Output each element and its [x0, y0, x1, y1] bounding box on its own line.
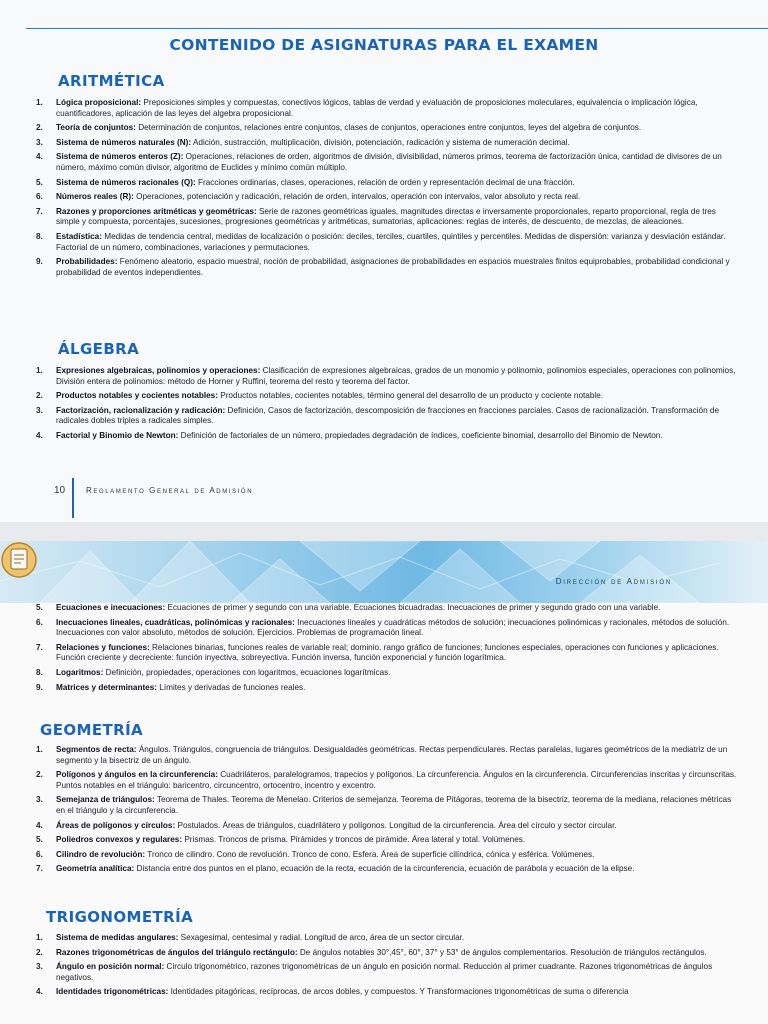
topic-number: 2. — [36, 123, 43, 133]
topic-item — [26, 431, 738, 442]
topic-item — [26, 618, 738, 639]
topic-term: Factorización, racionalización y radicación: — [56, 405, 226, 415]
topic-term: Logaritmos: — [56, 667, 104, 677]
topic-description: Definición, Casos de factorización, descomposición de fracciones en fracciones parciales. Casos de racionalización. Transformación de radicales dobles triples a radicales simples. — [56, 405, 720, 426]
topic-term: Cilindro de revolución: — [56, 849, 146, 859]
topic-term: Geometría analítica: — [56, 864, 135, 874]
aritmetica-topic-list — [26, 98, 738, 282]
topic-description: Preposiciones simples y compuestas, conectivos lógicos, tablas de verdad y evaluación de proposiciones moleculares, equivalencia o implicación lógica, cuantificadores, aplicación de las leyes del algebra proposicional. — [56, 98, 698, 118]
document-title: CONTENIDO DE ASIGNATURAS PARA EL EXAMEN — [169, 36, 599, 54]
topic-number: 9. — [36, 682, 43, 692]
topic-description: Relaciones binarias, funciones reales de variable real; dominio. rango gráfico de funciones; funciones especiales, operaciones con funciones y aplicaciones. Función creciente y decreciente: función inyectiva, sobreyectiva. Función inversa, función exponencial y función logarítmica. — [56, 642, 719, 663]
topic-term: Productos notables y cocientes notables: — [56, 391, 218, 401]
topic-term: Ecuaciones e inecuaciones: — [56, 603, 166, 612]
topic-description: Productos notables, cocientes notables, término general del desarrollo de un producto y cociente notable. — [217, 391, 604, 401]
institution-logo-icon — [0, 541, 38, 579]
section-heading-aritmetica: ARITMÉTICA — [58, 72, 165, 90]
topic-item — [26, 232, 738, 253]
topic-number: 4. — [36, 820, 43, 830]
top-rule — [26, 28, 768, 29]
topic-description: Postulados. Áreas de triángulos, cuadrilátero y polígonos. Longitud de la circunferencia. Área del círculo y sector circular. — [175, 820, 617, 830]
topic-item — [26, 98, 738, 119]
topic-item — [26, 366, 738, 387]
topic-term: Sistema de medidas angulares: — [56, 933, 179, 942]
topic-description: Ángulos. Triángulos, congruencia de triángulos. Desigualdades geométricas. Rectas perpendiculares. Rectas paralelas, lugares geométricos de la mediatriz de un segmento y la bisectriz de un ángulo. — [56, 745, 728, 765]
topic-number: 5. — [36, 603, 43, 612]
topic-term: Inecuaciones lineales, cuadráticas, polinómicas y racionales: — [56, 617, 295, 627]
topic-description: Distancia entre dos puntos en el plano, ecuación de la recta, ecuación de la circunferencia, ecuación de parábola y ecuación de la elipse. — [134, 864, 635, 874]
topic-term: Polígonos y ángulos en la circunferencia: — [56, 770, 218, 780]
topic-number: 9. — [36, 257, 43, 267]
topic-term: Poliedros convexos y regulares: — [56, 835, 183, 845]
topic-term: Áreas de polígonos y círculos: — [56, 820, 176, 830]
topic-item — [26, 795, 738, 816]
algebra-topic-list — [26, 366, 738, 446]
footer-divider — [72, 478, 74, 518]
topic-number: 3. — [36, 405, 43, 415]
topic-term: Semejanza de triángulos: — [56, 795, 155, 805]
topic-description: Definición, propiedades, operaciones con logaritmos, ecuaciones logarítmicas. — [103, 667, 391, 677]
topic-description: Medidas de tendencia central, medidas de localización o posición: deciles, terciles, cuartiles, quintiles y percentiles. Medidas de dispersión: varianza y desviación estándar. Factorial de un número, combinaciones, variaciones y permutaciones. — [56, 231, 726, 252]
topic-number: 4. — [36, 987, 43, 997]
topic-number: 6. — [36, 192, 43, 202]
topic-number: 2. — [36, 391, 43, 401]
topic-number: 1. — [36, 98, 43, 107]
topic-item — [26, 770, 738, 791]
topic-item — [26, 933, 738, 944]
topic-number: 5. — [36, 835, 43, 845]
topic-description: Serie de razones geométricas iguales, magnitudes directas e inversamente proporcionales, reparto proporcional, regla de tres simple y compuesta, porcentajes, sucesiones, progresiones geométricas y aritméticas, sumatorias, aplicaciones: reglas de interés, de descuento, de mezclas, de aleaciones. — [56, 206, 716, 227]
topic-description: Adición, sustracción, multiplicación, división, potenciación, radicación y sistema de numeración decimal. — [191, 137, 570, 147]
page-number: 10 — [54, 485, 66, 496]
topic-number: 3. — [36, 962, 43, 972]
section-heading-algebra: ÁLGEBRA — [58, 340, 140, 358]
topic-item — [26, 178, 738, 189]
topic-number: 6. — [36, 849, 43, 859]
topic-number: 2. — [36, 947, 43, 957]
topic-description: Tronco de cilindro. Cono de revolución. Tronco de cono. Esfera. Área de superficie cilíndrica, cónica y esférica. Volúmenes. — [145, 849, 595, 859]
document-page-bottom — [0, 541, 768, 1024]
topic-term: Sistema de números racionales (Q): — [56, 177, 196, 187]
topic-description: Identidades pitagóricas, recíprocas, de arcos dobles, y compuestos. Y Transformaciones trigonométricas de suma o diferencia — [168, 987, 629, 997]
topic-description: Sexagesimal, centesimal y radial. Longitud de arco, área de un sector circular. — [178, 933, 465, 942]
topic-item — [26, 123, 738, 134]
topic-description: Operaciones, potenciación y radicación, relación de orden, intervalos, operación con intervalos, valor absoluto y recta real. — [133, 192, 581, 202]
topic-number: 7. — [36, 864, 43, 874]
topic-number: 5. — [36, 177, 43, 187]
topic-term: Factorial y Binomio de Newton: — [56, 430, 179, 440]
topic-term: Razones trigonométricas de ángulos del triángulo rectángulo: — [56, 947, 298, 957]
topic-description: Prismas. Troncos de prisma. Pirámides y troncos de pirámide. Área lateral y total. Volúmenes. — [182, 835, 526, 845]
topic-item — [26, 391, 738, 402]
topic-item — [26, 643, 738, 664]
topic-item — [26, 138, 738, 149]
topic-description: Ecuaciones de primer y segundo con una variable. Ecuaciones bicuadradas. Inecuaciones de primer y segundo grado con una variable. — [165, 603, 661, 612]
geometria-topic-list — [26, 745, 738, 879]
topic-item — [26, 207, 738, 228]
topic-item — [26, 257, 738, 278]
topic-number: 4. — [36, 152, 43, 162]
topic-term: Teoría de conjuntos: — [56, 123, 136, 133]
topic-description: Operaciones, relaciones de orden, algoritmos de división, divisibilidad, números primos, teorema de factorización única, cantidad de divisores de un número, máximo común divisor, algoritmo de Euclides y mínimo común múltiplo. — [56, 152, 722, 172]
topic-number: 2. — [36, 770, 43, 780]
topic-number: 8. — [36, 231, 43, 241]
topic-term: Razones y proporciones aritméticas y geométricas: — [56, 206, 257, 216]
topic-number: 7. — [36, 642, 43, 652]
topic-term: Ángulo en posición normal: — [56, 962, 165, 972]
topic-description: Circulo trigonométrico, razones trigonométricas de un ángulo en posición normal. Reducción al primer cuadrante. Razones trigonométricas de ángulos negativos. — [56, 962, 713, 982]
topic-number: 4. — [36, 430, 43, 440]
topic-item — [26, 821, 738, 832]
topic-item — [26, 850, 738, 861]
section-heading-geometria: GEOMETRÍA — [40, 721, 144, 739]
topic-number: 3. — [36, 137, 43, 147]
topic-item — [26, 406, 738, 427]
topic-number: 7. — [36, 206, 43, 216]
topic-item — [26, 192, 738, 203]
topic-term: Probabilidades: — [56, 257, 118, 267]
banner-pattern — [0, 541, 768, 603]
topic-term: Expresiones algebraicas, polinomios y operaciones: — [56, 366, 261, 375]
header-label: Dirección de Admisión — [555, 577, 672, 586]
topic-term: Relaciones y funciones: — [56, 642, 150, 652]
topic-description: Definición de factoriales de un número, propiedades degradación de índices, coeficiente binomial, desarrollo del Binomio de Newton. — [178, 430, 663, 440]
topic-term: Segmentos de recta: — [56, 745, 137, 754]
trigonometria-topic-list — [26, 933, 738, 1002]
topic-description: Teorema de Thales. Teorema de Menelao. Criterios de semejanza. Teorema de Pitágoras, teorema de la bisectriz, teorema de la mediana, relaciones métricas en el triángulo y la circunferencia. — [56, 795, 732, 815]
topic-item — [26, 152, 738, 173]
topic-description: Fracciones ordinarias, clases, operaciones, relación de orden y representación decimal de una fracción. — [195, 177, 575, 187]
topic-term: Sistema de números naturales (N): — [56, 137, 192, 147]
topic-term: Lógica proposicional: — [56, 98, 142, 107]
topic-description: Inecuaciones lineales y cuadráticas métodos de solución; inecuaciones polinómicas y racionales, métodos de solución. Inecuaciones con valor absoluto, métodos de solución. Ejercicios. Problemas de programación lineal. — [56, 617, 730, 638]
topic-number: 6. — [36, 617, 43, 627]
topic-item — [26, 603, 738, 614]
topic-description: Límites y derivadas de funciones reales. — [157, 682, 306, 692]
topic-number: 1. — [36, 366, 43, 375]
topic-term: Sistema de números enteros (Z): — [56, 152, 184, 162]
topic-number: 1. — [36, 745, 43, 754]
header-banner — [0, 541, 768, 603]
section-heading-trigonometria: TRIGONOMETRÍA — [46, 908, 194, 926]
topic-term: Números reales (R): — [56, 192, 134, 202]
topic-term: Matrices y determinantes: — [56, 682, 158, 692]
topic-description: Fenómeno aleatorio, espacio muestral, noción de probabilidad, asignaciones de probabilidades en espacios muestrales finitos equiprobables, probabilidad condicional y probabilidad de eventos independientes. — [56, 257, 730, 277]
topic-description: Clasificación de expresiones algebraicas, grados de un monomio y polinomio, polinomios especiales, operaciones con polinomios, División entera de polinomios: método de Horner y Ruffini, teorema del resto y teorema del factor. — [56, 366, 736, 386]
algebra-continued-topic-list — [26, 603, 738, 697]
topic-number: 8. — [36, 667, 43, 677]
topic-item — [26, 668, 738, 679]
topic-description: De ángulos notables 30°,45°, 60°, 37° y 53° de ángulos complementarios. Resolución de triángulos rectángulos. — [297, 947, 707, 957]
topic-description: Cuadriláteros, paralelogramos, trapecios y polígonos. La circunferencia. Ángulos en la circunferencia. Circunferencias inscritas y circunscritas. Puntos notables en el triángulo: baricentro, circuncentro, ortocentro, incentro y excentro. — [56, 770, 737, 790]
topic-item — [26, 683, 738, 694]
topic-number: 3. — [36, 795, 43, 805]
topic-term: Estadística: — [56, 231, 102, 241]
topic-item — [26, 745, 738, 766]
topic-number: 1. — [36, 933, 43, 942]
footer-text: Reglamento General de Admisión — [86, 486, 254, 495]
topic-description: Determinación de conjuntos, relaciones entre conjuntos, clases de conjuntos, operaciones entre conjuntos, leyes del algebra de conjuntos. — [135, 123, 642, 133]
topic-item — [26, 948, 738, 959]
topic-item — [26, 835, 738, 846]
topic-item — [26, 864, 738, 875]
topic-item — [26, 987, 738, 998]
topic-item — [26, 962, 738, 983]
topic-term: Identidades trigonométricas: — [56, 987, 169, 997]
